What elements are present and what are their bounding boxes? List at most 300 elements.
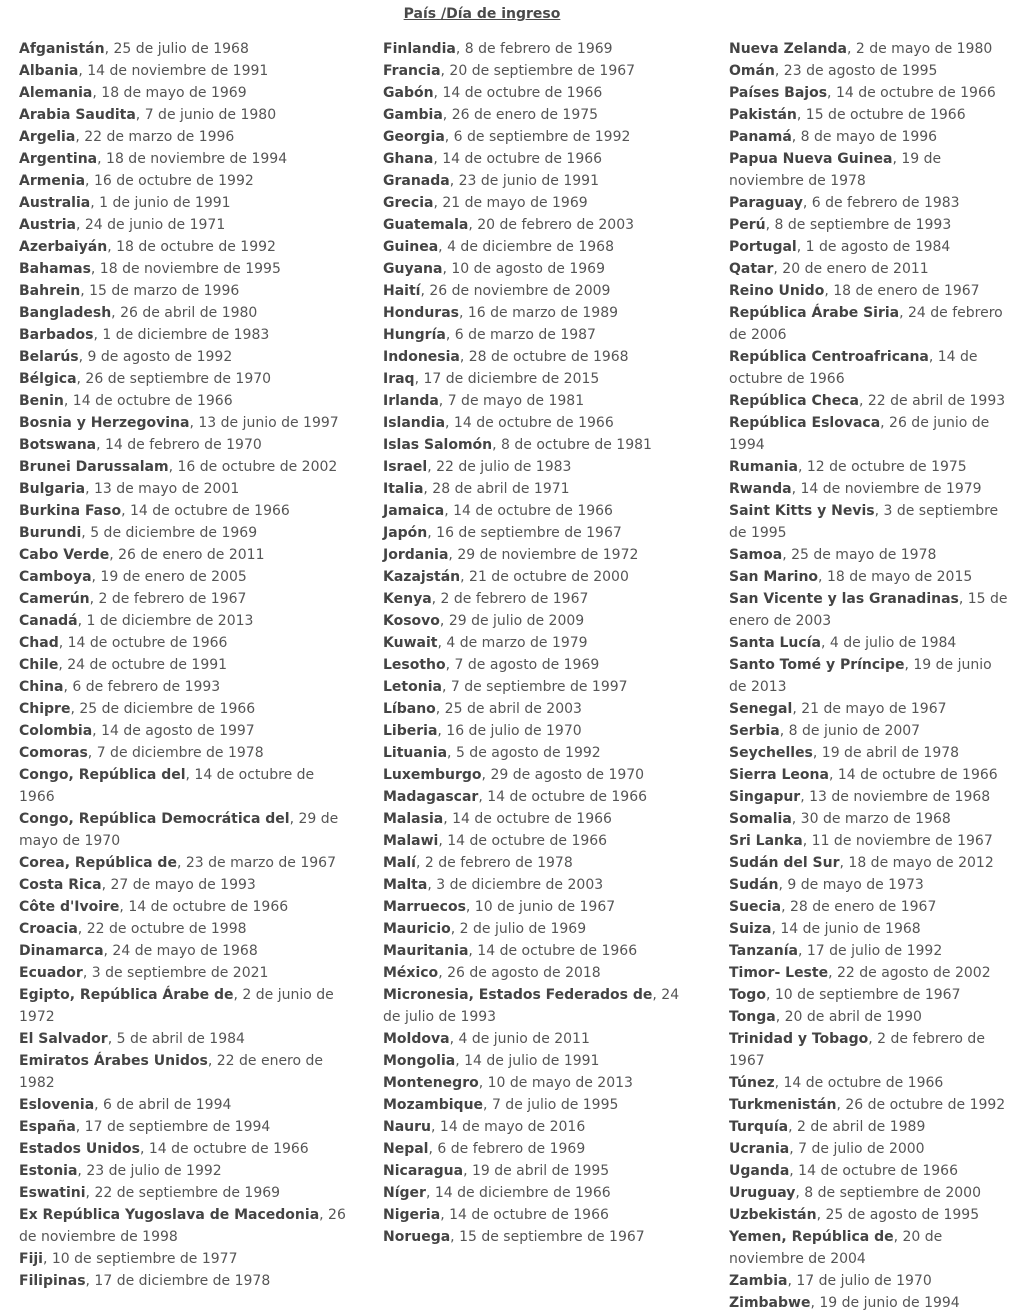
country-entry (383, 390, 683, 412)
country-entry (729, 764, 1009, 786)
country-name: Kosovo (383, 613, 440, 629)
join-date: , 3 de diciembre de 2003 (427, 877, 604, 893)
country-name: Islas Salomón (383, 437, 493, 453)
country-entry (19, 698, 354, 720)
country-name: Lituania (383, 745, 448, 761)
join-date: , 18 de octubre de 1992 (107, 239, 276, 255)
join-date: , 26 de noviembre de 2009 (420, 283, 611, 299)
join-date: , 8 de septiembre de 1993 (765, 217, 952, 233)
join-date: , 12 de octubre de 1975 (798, 459, 967, 475)
join-date: , 17 de septiembre de 1994 (75, 1119, 271, 1135)
join-date: , 24 de junio de 1971 (75, 217, 226, 233)
country-entry (383, 302, 683, 324)
country-name: Hungría (383, 327, 446, 343)
join-date: , 26 de enero de 2011 (109, 547, 265, 563)
country-entry (19, 170, 354, 192)
country-entry (19, 610, 354, 632)
country-name: Países Bajos (729, 85, 828, 101)
country-entry (19, 456, 354, 478)
country-name: Reino Unido (729, 283, 825, 299)
country-name: China (19, 679, 64, 695)
join-date: , 6 de febrero de 1969 (428, 1141, 586, 1157)
country-name: Grecia (383, 195, 434, 211)
join-date: , 21 de mayo de 1969 (433, 195, 588, 211)
country-entry (729, 962, 1009, 984)
country-entry (19, 720, 354, 742)
country-entry (383, 1094, 683, 1116)
country-entry (383, 720, 683, 742)
country-name: Bélgica (19, 371, 77, 387)
country-name: Tonga (729, 1009, 776, 1025)
country-entry (383, 962, 683, 984)
country-entry (729, 104, 1009, 126)
join-date: , 22 de julio de 1983 (427, 459, 572, 475)
country-entry (383, 214, 683, 236)
country-name: Jordania (383, 547, 449, 563)
country-entry (383, 1204, 683, 1226)
join-date: , 10 de agosto de 1969 (442, 261, 605, 277)
country-name: Uganda (729, 1163, 790, 1179)
country-entry (383, 896, 683, 918)
country-name: Cabo Verde (19, 547, 110, 563)
join-date: , 8 de septiembre de 2000 (795, 1185, 981, 1201)
country-name: Suiza (729, 921, 772, 937)
join-date: , 14 de octubre de 1966 (119, 899, 289, 915)
join-date: , 6 de febrero de 1983 (802, 195, 960, 211)
join-date: , 19 de junio de 2013 (729, 657, 992, 695)
country-entry (729, 214, 1009, 236)
country-entry (383, 38, 683, 60)
country-entry (383, 412, 683, 434)
country-name: Belarús (19, 349, 79, 365)
country-entry (383, 258, 683, 280)
country-entry (383, 1050, 683, 1072)
country-entry (383, 104, 683, 126)
country-entry (19, 280, 354, 302)
join-date: , 22 de enero de 1982 (19, 1053, 324, 1091)
join-date: , 30 de marzo de 1968 (791, 811, 951, 827)
country-name: Brunei Darussalam (19, 459, 169, 475)
country-name: Kazajstán (383, 569, 461, 585)
country-entry (729, 456, 1009, 478)
join-date: , 24 de julio de 1993 (383, 987, 680, 1025)
country-entry (729, 786, 1009, 808)
country-name: El Salvador (19, 1031, 108, 1047)
country-entry (729, 830, 1009, 852)
country-name: Letonia (383, 679, 442, 695)
join-date: , 4 de julio de 1984 (820, 635, 957, 651)
country-name: Trinidad y Tobago (729, 1031, 869, 1047)
country-name: Yemen, República de (729, 1229, 894, 1245)
join-date: , 14 de febrero de 1970 (96, 437, 262, 453)
join-date: , 14 de agosto de 1997 (92, 723, 255, 739)
country-entry (19, 434, 354, 456)
country-name: Camboya (19, 569, 92, 585)
country-name: Portugal (729, 239, 797, 255)
join-date: , 22 de octubre de 1998 (77, 921, 247, 937)
country-entry (729, 390, 1009, 412)
country-entry (383, 1160, 683, 1182)
join-date: , 7 de julio de 1995 (483, 1097, 619, 1113)
country-entry (19, 214, 354, 236)
join-date: , 20 de enero de 2011 (773, 261, 929, 277)
join-date: , 28 de enero de 1967 (781, 899, 937, 915)
join-date: , 14 de octubre de 1966 (445, 415, 614, 431)
country-name: México (383, 965, 439, 981)
country-entry (729, 1160, 1009, 1182)
country-name: Tanzanía (729, 943, 798, 959)
country-name: Kenya (383, 591, 432, 607)
country-entry (383, 368, 683, 390)
country-entry (383, 126, 683, 148)
country-entry (729, 82, 1009, 104)
country-name: Paraguay (729, 195, 803, 211)
join-date: , 17 de diciembre de 1978 (85, 1273, 271, 1289)
country-name: Malasia (383, 811, 444, 827)
country-name: Eslovenia (19, 1097, 95, 1113)
country-name: Uzbekistán (729, 1207, 817, 1223)
join-date: , 2 de febrero de 1967 (431, 591, 589, 607)
country-entry (19, 192, 354, 214)
country-entry (383, 742, 683, 764)
country-entry (729, 1226, 1009, 1270)
join-date: , 16 de julio de 1970 (437, 723, 582, 739)
join-date: , 14 de octubre de 1966 (729, 349, 978, 387)
country-entry (729, 236, 1009, 258)
country-name: Côte d'Ivoire (19, 899, 120, 915)
country-name: Guinea (383, 239, 439, 255)
join-date: , 28 de abril de 1971 (423, 481, 570, 497)
country-entry (729, 742, 1009, 764)
join-date: , 18 de mayo de 1969 (92, 85, 247, 101)
country-entry (19, 544, 354, 566)
country-name: Túnez (729, 1075, 775, 1091)
country-entry (729, 280, 1009, 302)
country-name: Dinamarca (19, 943, 104, 959)
country-name: Bulgaria (19, 481, 86, 497)
country-name: Santa Lucía (729, 635, 821, 651)
country-entry (729, 698, 1009, 720)
country-name: Marruecos (383, 899, 466, 915)
country-name: Estados Unidos (19, 1141, 140, 1157)
country-entry (19, 1160, 354, 1182)
country-name: República Eslovaca (729, 415, 881, 431)
join-date: , 18 de mayo de 2015 (818, 569, 973, 585)
country-entry (19, 412, 354, 434)
country-name: Armenia (19, 173, 86, 189)
country-name: Rumania (729, 459, 798, 475)
join-date: , 25 de diciembre de 1966 (70, 701, 256, 717)
country-entry (729, 720, 1009, 742)
join-date: , 19 de abril de 1978 (812, 745, 960, 761)
join-date: , 5 de abril de 1984 (107, 1031, 245, 1047)
country-name: San Marino (729, 569, 819, 585)
country-name: Burundi (19, 525, 82, 541)
country-name: Barbados (19, 327, 94, 343)
join-date: , 14 de julio de 1991 (455, 1053, 600, 1069)
country-name: Bahrein (19, 283, 81, 299)
country-name: República Checa (729, 393, 859, 409)
join-date: , 18 de noviembre de 1995 (90, 261, 281, 277)
country-name: Rwanda (729, 481, 792, 497)
country-entry (729, 1006, 1009, 1028)
join-date: , 14 de octubre de 1966 (444, 503, 613, 519)
country-entry (19, 38, 354, 60)
country-entry (729, 148, 1009, 192)
country-entry (729, 500, 1009, 544)
country-entry (383, 1182, 683, 1204)
country-entry (383, 544, 683, 566)
join-date: , 5 de agosto de 1992 (447, 745, 601, 761)
country-entry (19, 940, 354, 962)
join-date: , 14 de octubre de 1966 (433, 151, 603, 167)
join-date: , 19 de junio de 1994 (810, 1295, 960, 1311)
country-name: Finlandia (383, 41, 456, 57)
country-entry (19, 588, 354, 610)
country-entry (383, 830, 683, 852)
country-name: Líbano (383, 701, 436, 717)
join-date: , 21 de mayo de 1967 (792, 701, 947, 717)
join-date: , 14 de octubre de 1966 (433, 85, 603, 101)
join-date: , 22 de marzo de 1996 (75, 129, 235, 145)
country-name: Albania (19, 63, 79, 79)
country-name: Haití (383, 283, 421, 299)
country-name: Panamá (729, 129, 792, 145)
country-name: Seychelles (729, 745, 813, 761)
country-entry (729, 1182, 1009, 1204)
country-entry (383, 918, 683, 940)
country-entry (383, 324, 683, 346)
join-date: , 2 de junio de 1972 (19, 987, 334, 1025)
country-name: Emiratos Árabes Unidos (19, 1053, 208, 1069)
join-date: , 20 de abril de 1990 (775, 1009, 922, 1025)
join-date: , 25 de mayo de 1978 (782, 547, 937, 563)
country-entry (729, 874, 1009, 896)
join-date: , 29 de agosto de 1970 (481, 767, 645, 783)
join-date: , 18 de enero de 1967 (824, 283, 980, 299)
country-entry (729, 38, 1009, 60)
country-name: Serbia (729, 723, 780, 739)
country-name: Samoa (729, 547, 783, 563)
country-name: Nauru (383, 1119, 432, 1135)
country-name: Gambia (383, 107, 443, 123)
join-date: , 15 de enero de 2003 (729, 591, 1008, 629)
join-date: , 18 de mayo de 2012 (839, 855, 994, 871)
join-date: , 14 de junio de 1968 (771, 921, 921, 937)
join-date: , 13 de junio de 1997 (189, 415, 339, 431)
country-entry (383, 654, 683, 676)
country-entry (729, 478, 1009, 500)
join-date: , 2 de febrero de 1967 (729, 1031, 985, 1069)
country-name: Omán (729, 63, 775, 79)
country-entry (383, 1138, 683, 1160)
country-entry (19, 852, 354, 874)
join-date: , 17 de julio de 1970 (787, 1273, 932, 1289)
join-date: , 14 de octubre de 1966 (789, 1163, 958, 1179)
country-name: Irlanda (383, 393, 439, 409)
join-date: , 14 de octubre de 1966 (827, 85, 996, 101)
join-date: , 2 de mayo de 1980 (846, 41, 993, 57)
country-name: Arabia Saudita (19, 107, 136, 123)
country-entry (383, 236, 683, 258)
country-entry (383, 170, 683, 192)
country-name: Ucrania (729, 1141, 790, 1157)
country-entry (729, 1072, 1009, 1094)
country-name: Saint Kitts y Nevis (729, 503, 875, 519)
country-name: Ghana (383, 151, 434, 167)
join-date: , 17 de julio de 1992 (797, 943, 943, 959)
join-date: , 2 de febrero de 1967 (89, 591, 247, 607)
join-date: , 23 de julio de 1992 (77, 1163, 222, 1179)
join-date: , 14 de noviembre de 1991 (78, 63, 269, 79)
join-date: , 1 de diciembre de 2013 (77, 613, 254, 629)
country-entry (19, 1094, 354, 1116)
country-entry (19, 1116, 354, 1138)
country-name: Perú (729, 217, 766, 233)
country-entry (19, 1028, 354, 1050)
country-name: Qatar (729, 261, 774, 277)
country-entry (383, 346, 683, 368)
country-name: Nueva Zelanda (729, 41, 847, 57)
join-date: , 1 de junio de 1991 (90, 195, 231, 211)
join-date: , 10 de mayo de 2013 (478, 1075, 633, 1091)
join-date: , 27 de mayo de 1993 (101, 877, 256, 893)
join-date: , 23 de agosto de 1995 (774, 63, 938, 79)
country-name: Togo (729, 987, 766, 1003)
country-entry (729, 126, 1009, 148)
join-date: , 26 de junio de 1994 (729, 415, 990, 453)
country-name: Senegal (729, 701, 793, 717)
country-entry (383, 808, 683, 830)
country-name: Botswana (19, 437, 97, 453)
country-name: Santo Tomé y Príncipe (729, 657, 905, 673)
join-date: , 23 de junio de 1991 (449, 173, 599, 189)
join-date: , 19 de abril de 1995 (463, 1163, 610, 1179)
country-entry (19, 302, 354, 324)
country-name: Honduras (383, 305, 459, 321)
country-name: Camerún (19, 591, 90, 607)
country-name: Argentina (19, 151, 98, 167)
country-entry (729, 1270, 1009, 1292)
join-date: , 18 de noviembre de 1994 (97, 151, 288, 167)
country-name: Bosnia y Herzegovina (19, 415, 190, 431)
join-date: , 28 de octubre de 1968 (459, 349, 629, 365)
country-name: Bahamas (19, 261, 91, 277)
country-entry (19, 500, 354, 522)
country-entry (383, 478, 683, 500)
country-name: Sudán (729, 877, 779, 893)
join-date: , 7 de diciembre de 1978 (87, 745, 264, 761)
country-entry (19, 522, 354, 544)
country-entry (19, 324, 354, 346)
join-date: , 24 de febrero de 2006 (729, 305, 1003, 343)
country-entry (19, 258, 354, 280)
join-date: , 25 de julio de 1968 (104, 41, 249, 57)
country-name: Japón (383, 525, 428, 541)
country-entry (383, 786, 683, 808)
country-entry (729, 588, 1009, 632)
country-entry (19, 808, 354, 852)
country-name: Madagascar (383, 789, 479, 805)
country-entry (383, 566, 683, 588)
join-date: , 15 de marzo de 1996 (80, 283, 240, 299)
join-date: , 14 de octubre de 1966 (443, 811, 612, 827)
country-name: Austria (19, 217, 76, 233)
country-name: Uruguay (729, 1185, 796, 1201)
country-name: Filipinas (19, 1273, 86, 1289)
country-entry (729, 808, 1009, 830)
join-date: , 4 de diciembre de 1968 (438, 239, 614, 255)
country-name: Zimbabwe (729, 1295, 811, 1311)
country-name: Nicaragua (383, 1163, 464, 1179)
join-date: , 24 de octubre de 1991 (58, 657, 228, 673)
country-entry (383, 764, 683, 786)
country-name: Fiji (19, 1251, 43, 1267)
join-date: , 16 de octubre de 2002 (168, 459, 338, 475)
join-date: , 4 de marzo de 1979 (437, 635, 588, 651)
country-entry (729, 258, 1009, 280)
country-entry (19, 896, 354, 918)
country-name: Eswatini (19, 1185, 86, 1201)
join-date: , 22 de abril de 1993 (859, 393, 1006, 409)
country-name: Azerbaiyán (19, 239, 108, 255)
join-date: , 20 de septiembre de 1967 (440, 63, 636, 79)
page-title: País /Día de ingreso (403, 6, 561, 22)
join-date: , 10 de septiembre de 1977 (42, 1251, 238, 1267)
country-entry (19, 764, 354, 808)
join-date: , 26 de noviembre de 1998 (19, 1207, 346, 1245)
join-date: , 14 de octubre de 1966 (774, 1075, 944, 1091)
join-date: , 16 de marzo de 1989 (458, 305, 619, 321)
country-entry (729, 544, 1009, 566)
country-entry (383, 676, 683, 698)
country-name: Mauricio (383, 921, 451, 937)
join-date: , 14 de octubre de 1966 (438, 833, 608, 849)
join-date: , 15 de septiembre de 1967 (450, 1229, 645, 1245)
join-date: , 6 de abril de 1994 (94, 1097, 232, 1113)
join-date: , 6 de febrero de 1993 (63, 679, 221, 695)
join-date: , 9 de mayo de 1973 (778, 877, 924, 893)
country-entry (383, 852, 683, 874)
country-entry (383, 456, 683, 478)
country-entry (383, 500, 683, 522)
country-entry (729, 896, 1009, 918)
country-entry (19, 368, 354, 390)
join-date: , 26 de agosto de 2018 (438, 965, 601, 981)
country-entry (729, 632, 1009, 654)
join-date: , 23 de marzo de 1967 (176, 855, 336, 871)
country-name: Sierra Leona (729, 767, 829, 783)
country-entry (19, 962, 354, 984)
country-name: Chile (19, 657, 59, 673)
country-entry (19, 1270, 354, 1292)
country-name: Micronesia, Estados Federados de (383, 987, 653, 1003)
country-entry (19, 1248, 354, 1270)
join-date: , 7 de julio de 2000 (789, 1141, 925, 1157)
join-date: , 6 de marzo de 1987 (445, 327, 596, 343)
country-entry (383, 1028, 683, 1050)
country-name: Iraq (383, 371, 415, 387)
join-date: , 4 de junio de 2011 (449, 1031, 590, 1047)
country-entry (383, 874, 683, 896)
country-entry (383, 280, 683, 302)
country-name: Jamaica (383, 503, 445, 519)
country-name: Zambia (729, 1273, 788, 1289)
country-entry (19, 1050, 354, 1094)
country-name: Malta (383, 877, 428, 893)
join-date: , 3 de septiembre de 2021 (82, 965, 269, 981)
country-entry (729, 1138, 1009, 1160)
